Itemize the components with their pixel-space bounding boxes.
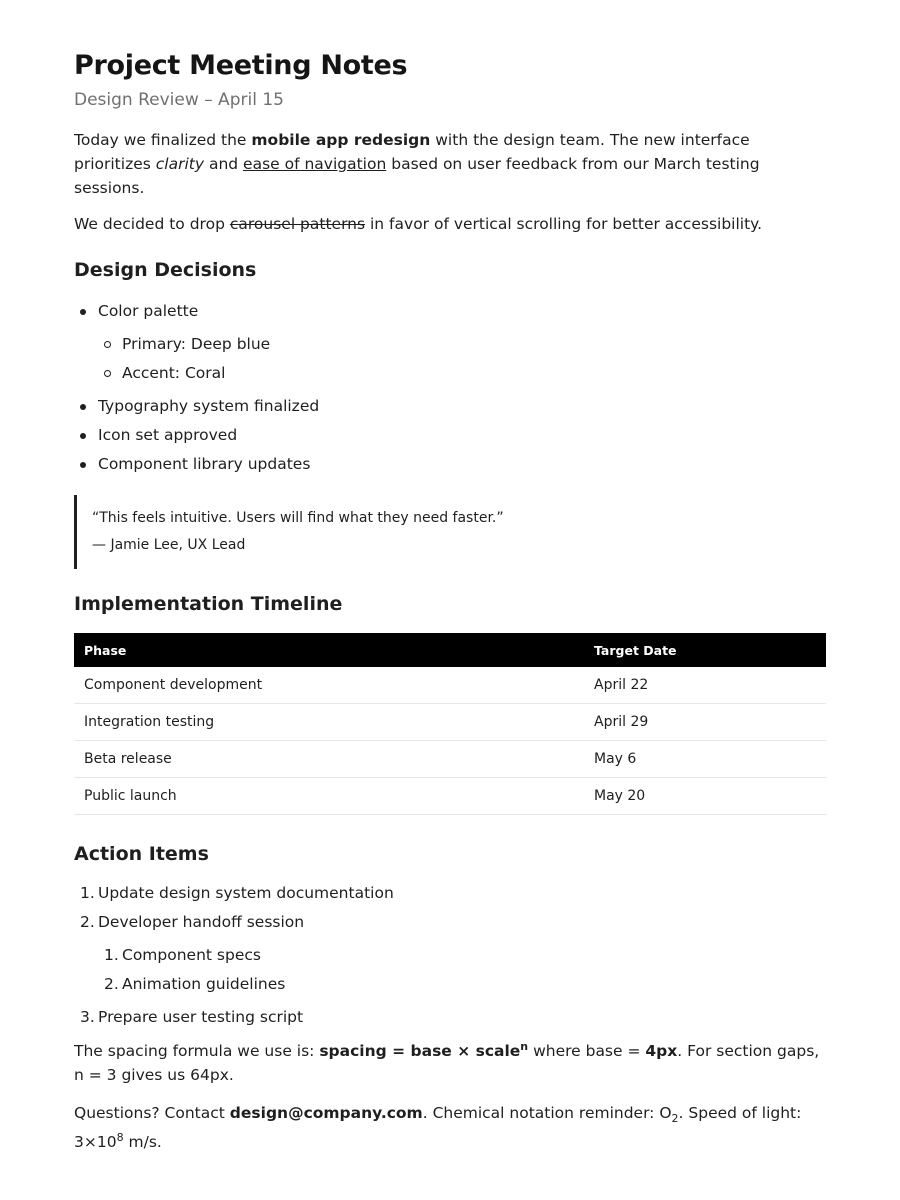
contact-text-2: . Chemical notation reminder: O [422, 1104, 672, 1122]
formula-exponent: n [520, 1040, 529, 1053]
column-header-phase: Phase [74, 633, 584, 667]
date-cell: May 20 [584, 778, 826, 815]
date-cell: April 29 [584, 704, 826, 741]
list-number: 2. [80, 913, 95, 931]
spacing-text-2: where base = [528, 1042, 646, 1060]
spacing-text-3: . For section gaps, n = 3 gives us 64px. [74, 1042, 820, 1084]
quote-attribution: — Jamie Lee, UX Lead [92, 537, 246, 553]
table-row [74, 778, 826, 815]
list-item-label: Color palette [98, 302, 199, 320]
implementation-timeline-heading: Implementation Timeline [74, 593, 343, 615]
intro-italic-text: clarity [155, 155, 205, 173]
intro-text-1: Today we finalized the [74, 131, 252, 149]
date-cell: April 22 [584, 667, 826, 704]
decision-text-2: in favor of vertical scrolling for better accessibility. [365, 215, 763, 233]
action-items-heading: Action Items [74, 843, 209, 865]
list-item: Icon set approved [74, 421, 826, 450]
page-subtitle: Design Review – April 15 [74, 90, 284, 110]
list-item: Typography system finalized [74, 392, 826, 421]
phase-cell: Integration testing [74, 704, 584, 741]
phase-cell: Beta release [74, 741, 584, 778]
table-header-row [74, 633, 826, 667]
list-number: 1. [80, 884, 95, 902]
list-item-label: Update design system documentation [98, 884, 394, 902]
table-row [74, 741, 826, 778]
sublist-item-label: Component specs [122, 946, 261, 964]
contact-paragraph [74, 1099, 826, 1157]
contact-text-4: m/s. [123, 1133, 162, 1151]
base-value: 4px [645, 1042, 678, 1060]
intro-underlined-text: ease of navigation [243, 155, 387, 173]
phase-cell: Component development [74, 667, 584, 704]
date-cell: May 6 [584, 741, 826, 778]
handoff-sublist [98, 941, 826, 999]
contact-email: design@company.com [229, 1104, 423, 1122]
intro-paragraph [74, 128, 804, 200]
list-number: 1. [104, 946, 119, 964]
list-item: Component library updates [74, 450, 826, 479]
list-item [74, 1003, 826, 1032]
quote-block [74, 495, 826, 569]
list-item [74, 297, 826, 388]
column-header-target-date: Target Date [584, 633, 826, 667]
quote-text: “This feels intuitive. Users will find what they need faster.” [92, 510, 504, 526]
design-decisions-list [74, 297, 826, 479]
decision-strikethrough-text: carousel patterns [229, 215, 366, 233]
list-item [74, 908, 826, 999]
spacing-text-1: The spacing formula we use is: [74, 1042, 320, 1060]
sublist-item-label: Animation guidelines [122, 975, 286, 993]
list-number: 3. [80, 1008, 95, 1026]
exponent-superscript: 8 [116, 1131, 124, 1144]
palette-sublist [98, 330, 826, 388]
contact-text-3: . Speed of light: 3×10 [74, 1104, 802, 1151]
chemical-subscript: 2 [671, 1112, 679, 1125]
list-item [74, 879, 826, 908]
list-number: 2. [104, 975, 119, 993]
intro-text-4: based on user feedback from our March testing sessions. [74, 155, 760, 197]
sublist-item: Accent: Coral [98, 359, 826, 388]
contact-text-1: Questions? Contact [74, 1104, 230, 1122]
decision-paragraph [74, 212, 826, 236]
list-item-label: Prepare user testing script [98, 1008, 304, 1026]
spacing-formula-text: spacing = base × scale [319, 1042, 521, 1060]
phase-cell: Public launch [74, 778, 584, 815]
timeline-table [74, 633, 826, 815]
list-item-label: Developer handoff session [98, 913, 305, 931]
design-decisions-heading: Design Decisions [74, 259, 257, 281]
sublist-item: Primary: Deep blue [98, 330, 826, 359]
page-title: Project Meeting Notes [74, 50, 408, 81]
decision-text-1: We decided to drop [74, 215, 230, 233]
intro-bold-text: mobile app redesign [251, 131, 431, 149]
intro-text-3: and [204, 155, 244, 173]
intro-text-2: with the design team. The new interface prioritizes [74, 131, 750, 173]
sublist-item [98, 970, 826, 999]
table-row [74, 667, 826, 704]
spacing-formula-paragraph [74, 1039, 826, 1087]
sublist-item [98, 941, 826, 970]
action-items-list [74, 879, 826, 1032]
table-row [74, 704, 826, 741]
spacing-formula [319, 1042, 528, 1060]
